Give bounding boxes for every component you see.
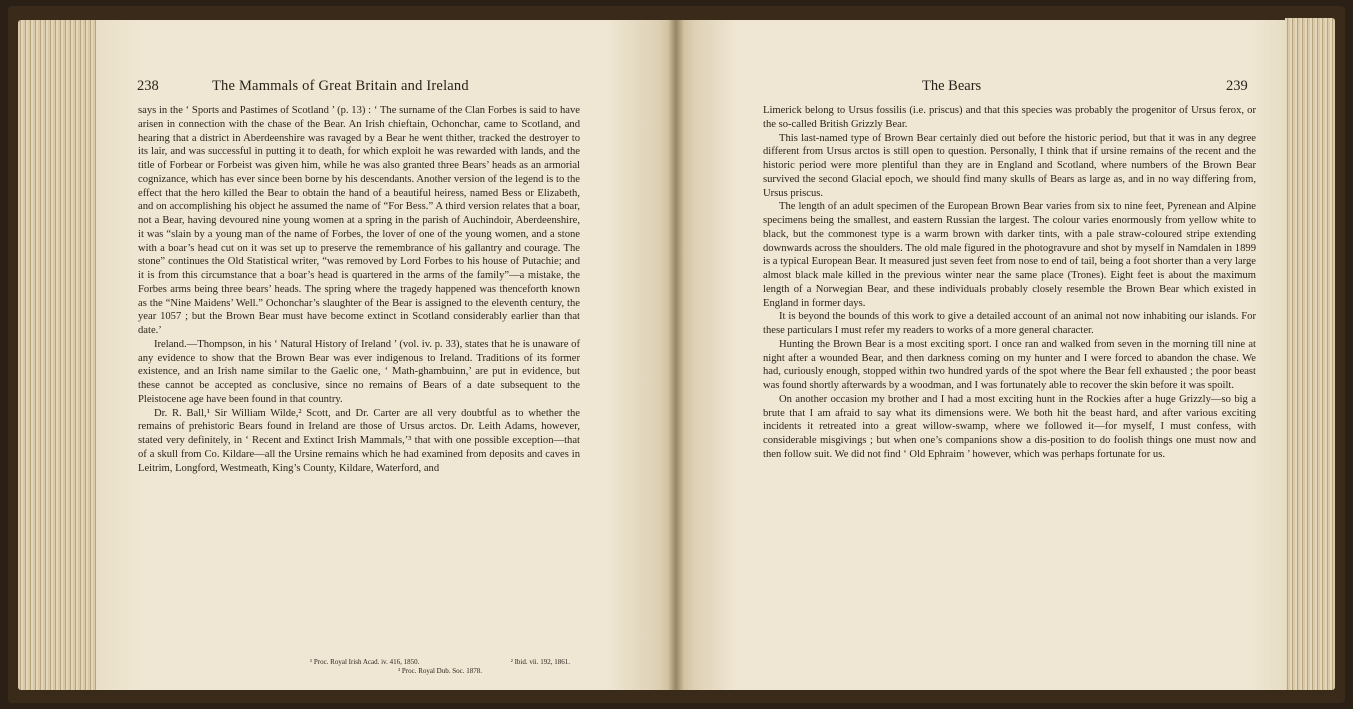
left-body-text (138, 104, 580, 475)
right-paragraph-1: Limerick belong to Ursus fossilis (i.e. priscus) and that this species was probably the progenitor of Ursus ferox, or the so-called British Grizzly Bear. (763, 105, 1256, 130)
footnote-3: ³ Proc. Royal Dub. Soc. 1878. (398, 667, 482, 675)
footnote-1: ¹ Proc. Royal Irish Acad. iv. 416, 1850. (310, 658, 420, 666)
right-paragraph-4: It is beyond the bounds of this work to give a detailed account of an animal not now inhabiting our islands. For these particulars I must refer my readers to works of a more general character. (763, 311, 1256, 336)
right-page-edges (1285, 18, 1335, 690)
left-paragraph-3: Dr. R. Ball,¹ Sir William Wilde,² Scott, and Dr. Carter are all very doubtful as to whether the remains of prehistoric Bears found in Ireland are those of Ursus arctos. Dr. Leith Adams, however, stated very definitely, in ‘ Recent and Extinct Irish Mammals,’³ that with one possible exception—that of a skull from Co. Kildare—all the Ursine remains which he had examined from deposits and caves in Leitrim, Longford, Westmeath, King’s County, Kildare, Waterford, and (138, 407, 580, 474)
right-paragraph-6: On another occasion my brother and I had a most exciting hunt in the Rockies after a huge Grizzly—so big a brute that I am afraid to say what its dimensions were. We both hit the beast hard, and after various exciting incidents it retreated into a great willow-swamp, where we followed it—for myself, I must confess, with considerable misgivings ; but when one’s companions show a dis-position to do foolish things one must now and then follow suit. We did not find ‘ Old Ephraim ’ however, which was perhaps fortunate for us. (763, 393, 1256, 460)
right-body-text (763, 104, 1256, 462)
right-paragraph-5: Hunting the Brown Bear is a most exciting sport. I once ran and walked from seven in the morning till nine at night after a wounded Bear, and then darkness coming on my hunter and I were forced to abandon the chase. We had, curiously enough, stopped within two hundred yards of the spot where the Bear fell exhausted ; the poor beast was found shortly afterwards by a woodman, and I was fortunately able to recover the skin before it was spoilt. (763, 338, 1256, 391)
book-gutter (668, 20, 684, 690)
right-paragraph-3: The length of an adult specimen of the European Brown Bear varies from six to nine feet, Pyrenean and Alpine specimens being the smallest, and eastern Russian the largest. The colour varies enormously from yellow white to black, but the commonest type is a warm brown with darker tints, with a pale straw-coloured stripe extending downwards across the shoulders. The old male figured in the photogravure and shot by myself in Namdalen in 1899 is a typical European Bear. It measured just seven feet from nose to end of tail, being a foot shorter than a very large almost black male killed in the previous winter near the same place (Trones). Eight feet is about the maximum length of a Norwegian Bear, and these individuals probably closely resemble the Brown Bear which existed in England in former days. (763, 201, 1256, 309)
left-paragraph-1: says in the ‘ Sports and Pastimes of Scotland ’ (p. 13) : ‘ The surname of the Clan Forbes is said to have arisen in connection with the chase of the Bear. An Irish chieftain, Ochonchar, came to Scotland, and hearing that a district in Aberdeenshire was ravaged by a Bear he went thither, tracked the destroyer to its lair, and was successful in putting it to death, for which exploit he was rewarded with lands, and the title of Forbear or Forbeist was given him, while he was also granted three Bears’ heads as an armorial cognizance, which has ever since been borne by his descendants. Another version of the legend is to the effect that the hero killed the Bear to obtain the hand of a beautiful heiress, named Bess or Elizabeth, and on accomplishing his object he assumed the name of “For Bess.” A third version relates that a boar, not a Bear, having devoured nine young women at a spring in the parish of Auchindoir, Aberdeenshire, it was “slain by a young man of the name of Forbes, the lover of one of the young women, and a stone with a boar’s head cut on it was set up to preserve the remembrance of his gallantry and courage. The stone” continues the Old Statistical writer, “was removed by Lord Forbes to his house of Putachie; and it is from this circumstance that a boar’s head is quartered in the arms of the family”—a mistake, the Forbes arms being three bears’ heads. The spring where the tragedy happened was thenceforth known as the “Nine Maidens’ Well.” Ochonchar’s slaughter of the Bear is assigned to the eleventh century, the year 1057 ; but the Brown Bear must have become extinct in Scotland considerably earlier than that date.’ (138, 105, 580, 336)
running-head-right: The Bears (922, 78, 982, 94)
right-paragraph-2: This last-named type of Brown Bear certainly died out before the historic period, but that it was in any degree different from Ursus arctos is still open to question. Personally, I think that if ursine remains of the recent and the historic period were more plentiful than they are in England and Scotland, where numbers of the Brown Bear survived the second Glacial epoch, we should find many skulls of Bears as large as, and in no way differing from, Ursus priscus. (763, 132, 1256, 199)
running-head-left: The Mammals of Great Britain and Ireland (212, 78, 469, 94)
page-number-right: 239 (1226, 78, 1248, 94)
footnote-2: ² Ibid. vii. 192, 1861. (510, 658, 570, 666)
left-paragraph-2: Ireland.—Thompson, in his ‘ Natural History of Ireland ’ (vol. iv. p. 33), states that he is unaware of any evidence to show that the Brown Bear was ever indigenous to Ireland. Traditions of its former existence, and an Irish name similar to the Gaelic one, ‘ Math-ghambuinn,’ are put in evidence, but these cannot be accepted as conclusive, since no remains of Bears of a date subsequent to the Pleistocene age have been found in that country. (138, 338, 580, 405)
page-number-left: 238 (137, 78, 159, 94)
footnotes (310, 658, 570, 676)
left-page-edges (18, 20, 98, 690)
